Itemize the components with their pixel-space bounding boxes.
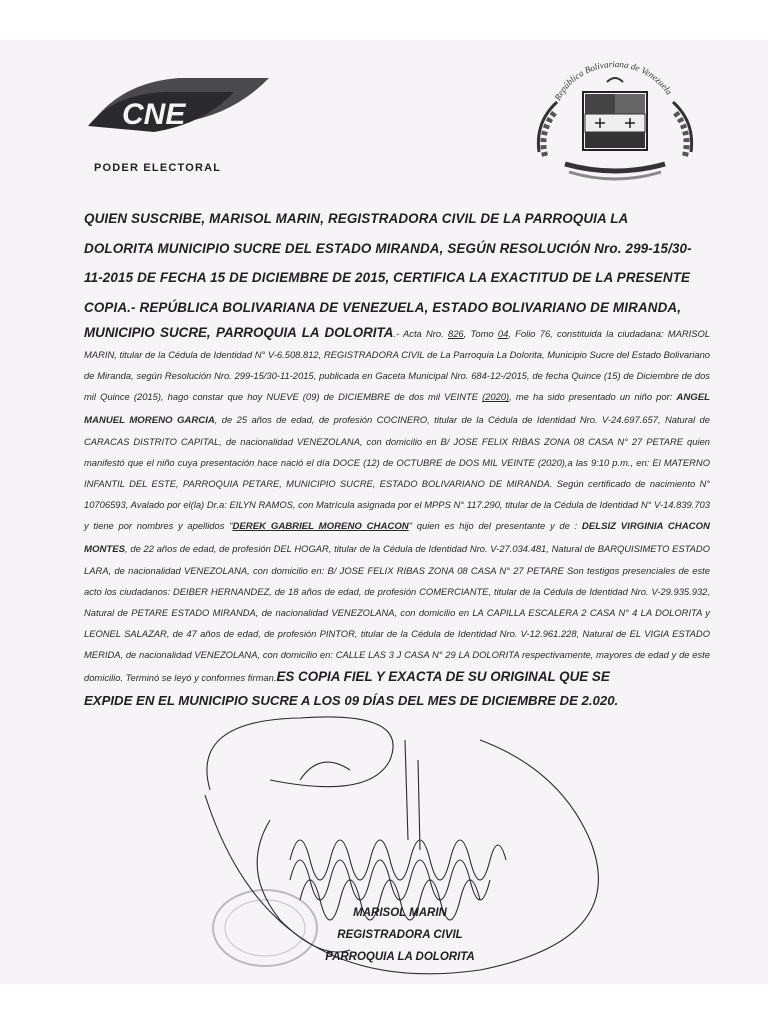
- body-text: , me ha sido presentado un niño por:: [509, 391, 677, 403]
- header-line: 11-2015 DE FECHA 15 DE DICIEMBRE DE 2015, CERTIFICA LA EXACTITUD DE LA PRESENTE: [84, 270, 691, 285]
- closing-line-start: ES COPIA FIEL Y EXACTA DE SU ORIGINAL QUE SE: [276, 668, 610, 684]
- mother-name: DELSIZ VIRGINIA CHACON MONTES: [84, 521, 710, 555]
- cne-logo-subtitle: PODER ELECTORAL: [94, 162, 222, 174]
- certificate-body: [84, 322, 710, 688]
- acta-number: 826: [448, 328, 464, 339]
- certificate-header: [84, 204, 710, 322]
- seal-caption: República Bolivariana de Venezuela: [552, 58, 675, 102]
- header-line: MUNICIPIO SUCRE, PARROQUIA LA DOLORITA: [84, 325, 394, 340]
- father-name: ANGEL MANUEL MORENO GARCIA: [84, 392, 710, 426]
- body-text: , Folio 76, constituida la ciudadana: MARISOL MARIN, titular de la Cédula de Identidad N° V-6.508.812, REGISTRADORA CIVIL de La Parroquia La Dolorita, Municipio Sucre del Estado Bolivariano de Miranda, según Resolución Nro. 299-15/30-11-2015, publicada en Gaceta Municipal Nro. 684-12-/2015, de fecha Quince (15) de Diciembre de dos mil Quince (2015), hago constar que hoy NUEVE (09) de DICIEMBRE de dos mil VEINTE: [84, 328, 710, 403]
- signer-office: PARROQUIA LA DOLORITA: [325, 951, 475, 963]
- body-text: .- Acta Nro.: [393, 328, 448, 339]
- body-text: , de 25 años de edad, de profesión COCINERO, titular de la Cédula de Identidad Nro. V-24.697.657, Natural de CARACAS DISTRITO CAPITAL, de nacionalidad VENEZOLANA, con domicilio en B/ JOSE FELIX RIBAS ZONA 08 CASA N° 27 PETARE quien manifestó que el niño cuya presentación hace nació el día DOCE (12) de OCTUBRE de DOS MIL VEINTE (2020),a las 9:10 p.m., en: El MATERNO INFANTIL DEL ESTE, PARROQUIA PETARE, MUNICIPIO SUCRE, ESTADO BOLIVARIANO DE MIRANDA. Según certificado de nacimiento N° 10706593, Avalado por el(la) Dr.a: EILYN RAMOS, con Matrícula asignada por el MPPS N° 117.290, titular de la Cédula de Identidad N° V-14.839.703 y tiene por nombres y apellidos ": [84, 413, 710, 532]
- cne-logo-mark: CNE: [122, 98, 186, 131]
- scan-bottom-margin: [0, 984, 768, 1024]
- body-text: , Tomo: [463, 328, 498, 339]
- signer-block: [300, 902, 500, 968]
- scan-top-margin: [0, 0, 768, 40]
- signer-title: REGISTRADORA CIVIL: [337, 929, 463, 941]
- certificate-closing: EXPIDE EN EL MUNICIPIO SUCRE A LOS 09 DÍAS DEL MES DE DICIEMBRE DE 2.020.: [84, 692, 619, 708]
- cne-logo-icon: [84, 52, 274, 162]
- certificate-text: [84, 204, 710, 714]
- venezuela-coat-of-arms-seal-icon: [525, 52, 705, 197]
- header-line: COPIA.- REPÚBLICA BOLIVARIANA DE VENEZUELA, ESTADO BOLIVARIANO DE MIRANDA,: [84, 299, 682, 315]
- body-text: , de 22 años de edad, de profesión DEL HOGAR, titular de la Cédula de Identidad Nro. V-27.034.481, Natural de BARQUISIMETO ESTADO LARA, de nacionalidad VENEZOLANA, con domicilio en: B/ JOSE FELIX RIBAS ZONA 08 CASA N° 27 PETARE Son testigos presenciales de este acto los ciudadanos: DEIBER HERNANDEZ, de 18 años de edad, de profesión COMERCIANTE, titular de la Cédula de Identidad Nro. V-29.935.932, Natural de PETARE ESTADO MIRANDA, de nacionalidad VENEZOLANA, con domicilio en LA CAPILLA ESCALERA 2 CASA N° 4 LA DOLORITA y LEONEL SALAZAR, de 47 años de edad, de profesión PINTOR, titular de la Cédula de Identidad Nro. V-12.961.228, Natural de EL VIGIA ESTADO MERIDA, de nacionalidad VENEZOLANA, con domicilio en: CALLE LAS 3 J CASA N° 29 LA DOLORITA respectivamente, mayores de edad y de este domicilio. Terminó se leyó y conformes firman.: [84, 542, 710, 683]
- header-line: QUIEN SUSCRIBE, MARISOL MARIN, REGISTRADORA CIVIL DE LA PARROQUIA LA: [84, 211, 629, 226]
- signer-name: MARISOL MARIN: [353, 907, 447, 919]
- header-line: DOLORITA MUNICIPIO SUCRE DEL ESTADO MIRANDA, SEGÚN RESOLUCIÓN Nro. 299-15/30-: [84, 240, 692, 256]
- presentation-year: (2020): [482, 391, 510, 403]
- tomo-number: 04: [497, 328, 509, 339]
- body-text: " quien es hijo del presentante y de :: [408, 520, 582, 532]
- child-name: DEREK GABRIEL MORENO CHACON: [232, 521, 409, 533]
